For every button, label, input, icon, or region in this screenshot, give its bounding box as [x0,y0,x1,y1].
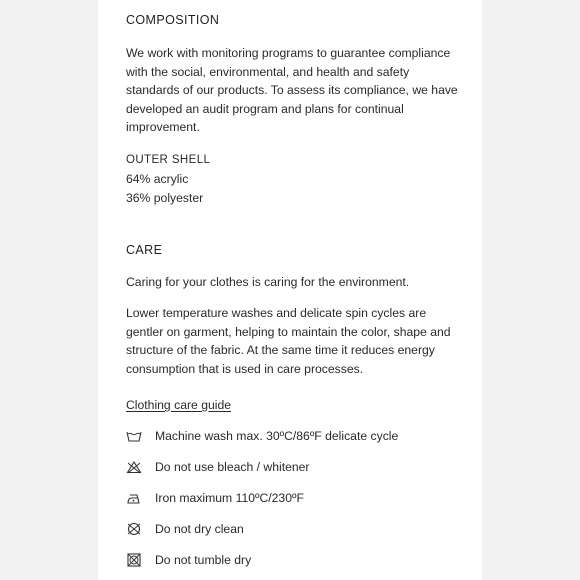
no-tumble-dry-icon [126,552,142,568]
care-instruction-row [126,520,456,538]
care-instruction-text: Do not tumble dry [155,553,252,567]
care-intro: Caring for your clothes is caring for the environment. [126,275,410,289]
wash-tub-icon [126,428,142,444]
care-instruction-row [126,427,456,445]
care-paragraph: Lower temperature washes and delicate spin cycles are gentler on garment, helping to maintain the color, shape and structure of the fabric. At the same time it reduces energy consumption that is used in care processes. [126,306,451,376]
care-instruction-text: Iron maximum 110ºC/230ºF [155,491,304,505]
product-details-content [126,0,466,580]
care-instruction-row [126,489,456,507]
care-instruction-row [126,551,456,569]
outer-shell-label: OUTER SHELL [126,154,211,166]
care-instruction-text: Do not use bleach / whitener [155,460,310,474]
care-instruction-text: Do not dry clean [155,522,244,536]
clothing-care-guide-link[interactable]: Clothing care guide [126,398,232,412]
composition-heading: COMPOSITION [126,13,220,27]
material-item: 36% polyester [126,191,204,205]
care-instruction-row [126,458,456,476]
iron-icon [126,490,142,506]
material-item: 64% acrylic [126,172,189,186]
no-bleach-icon [126,459,142,475]
care-heading: CARE [126,243,163,257]
no-dry-clean-icon [126,521,142,537]
composition-paragraph: We work with monitoring programs to guarantee compliance with the social, environmental, and health and safety standards of our products. To assess its compliance, we have developed an audit program and plans for continual improvement. [126,46,458,134]
care-instruction-text: Machine wash max. 30ºC/86ºF delicate cycle [155,429,399,443]
